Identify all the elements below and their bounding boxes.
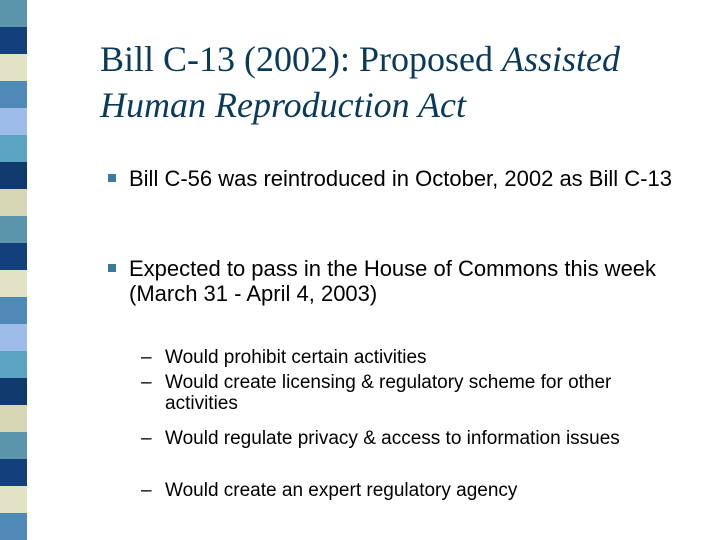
stripe-band — [0, 378, 27, 405]
stripe-band — [0, 405, 27, 432]
stripe-band — [0, 270, 27, 297]
stripe-band — [0, 324, 27, 351]
bullet-item-2 — [108, 256, 698, 306]
bullet-text: Expected to pass in the House of Commons this week (March 31 - April 4, 2003) — [129, 256, 657, 306]
stripe-band — [0, 459, 27, 486]
stripe-band — [0, 54, 27, 81]
bullet-text: Bill C-56 was reintroduced in October, 2002 as Bill C-13 — [129, 166, 672, 191]
slide-title — [100, 36, 700, 128]
sub-bullet-text: Would regulate privacy & access to information issues — [165, 428, 620, 449]
stripe-band — [0, 243, 27, 270]
slide-title-italic-second-line: Human Reproduction Act — [100, 85, 466, 125]
stripe-band — [0, 216, 27, 243]
sub-bullet-item-2 — [141, 372, 681, 414]
stripe-band — [0, 351, 27, 378]
dash-bullet-icon: – — [141, 347, 152, 368]
stripe-band — [0, 135, 27, 162]
square-bullet-icon — [108, 174, 116, 182]
dash-bullet-icon: – — [141, 480, 152, 501]
sub-bullet-item-1 — [141, 347, 681, 368]
stripe-band — [0, 81, 27, 108]
stripe-band — [0, 189, 27, 216]
sub-bullet-item-3 — [141, 428, 681, 449]
stripe-band — [0, 513, 27, 540]
dash-bullet-icon: – — [141, 372, 152, 393]
stripe-band — [0, 0, 27, 27]
stripe-band — [0, 27, 27, 54]
stripe-band — [0, 162, 27, 189]
stripe-band — [0, 432, 27, 459]
decorative-stripe-bar — [0, 0, 27, 540]
sub-bullet-text: Would create an expert regulatory agency — [165, 480, 518, 501]
stripe-band — [0, 297, 27, 324]
stripe-band — [0, 108, 27, 135]
sub-bullet-text: Would prohibit certain activities — [165, 347, 427, 368]
slide-title-plain: Bill C-13 (2002): Proposed — [100, 39, 502, 79]
sub-bullet-item-4 — [141, 480, 681, 501]
sub-bullet-text: Would create licensing & regulatory scheme for other activities — [165, 372, 612, 414]
stripe-band — [0, 486, 27, 513]
square-bullet-icon — [108, 264, 116, 272]
slide-title-italic-first-line: Assisted — [502, 39, 621, 79]
bullet-item-1 — [108, 166, 698, 191]
dash-bullet-icon: – — [141, 428, 152, 449]
